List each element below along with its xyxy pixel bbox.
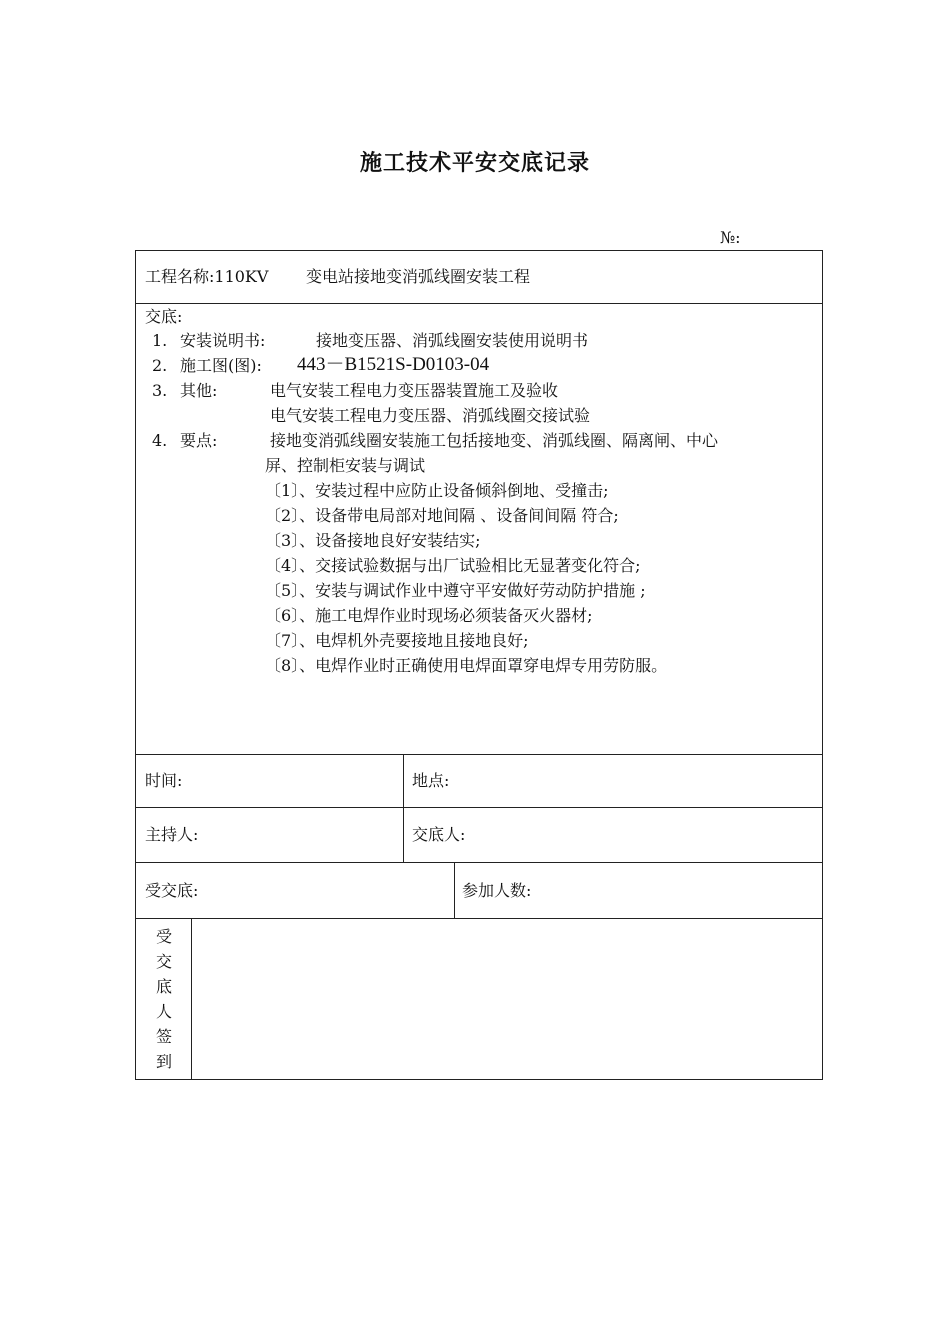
signature-label-char: 底 (155, 977, 172, 996)
safety-point: 〔1〕、安装过程中应防止设备倾斜倒地、受撞击; (265, 481, 609, 500)
disclosure-heading: 交底: (145, 307, 183, 326)
safety-point: 〔4〕、交接试验数据与出厂试验相比无显著变化符合; (265, 556, 641, 575)
safety-point: 〔3〕、设备接地良好安装结实; (265, 531, 481, 550)
item-value: 电气安装工程电力变压器装置施工及验收 (270, 381, 559, 400)
item-number: 4. (152, 431, 168, 450)
item-value-continued: 电气安装工程电力变压器、消弧线圈交接试验 (270, 406, 591, 425)
item-number: 1. (152, 331, 168, 350)
signature-area[interactable] (191, 918, 823, 1080)
item-label: 要点: (180, 431, 218, 450)
location-label: 地点: (412, 771, 450, 790)
item-label: 其他: (180, 381, 218, 400)
item-number: 2. (152, 356, 168, 375)
item-value: 接地变压器、消弧线圈安装使用说明书 (316, 331, 589, 350)
item-number: 3. (152, 381, 168, 400)
signature-label-char: 受 (155, 927, 172, 946)
safety-point: 〔6〕、施工电焊作业时现场必须装备灭火器材; (265, 606, 593, 625)
signature-label-char: 交 (155, 952, 172, 971)
participants-label: 参加人数: (462, 881, 532, 900)
project-name: 变电站接地变消弧线圈安装工程 (306, 267, 531, 286)
document-number-label: №: (720, 228, 741, 247)
discloser-cell[interactable] (403, 807, 823, 863)
receiver-label: 受交底: (145, 881, 199, 900)
disclosure-item (152, 356, 262, 376)
document-title: 施工技术平安交底记录 (359, 151, 590, 176)
signature-label-char: 人 (155, 1002, 172, 1021)
time-label: 时间: (145, 771, 183, 790)
item-value: 接地变消弧线圈安装施工包括接地变、消弧线圈、隔离闸、中心 (270, 431, 719, 450)
signature-label-char: 到 (155, 1052, 172, 1071)
safety-point: 〔7〕、电焊机外壳要接地且接地良好; (265, 631, 529, 650)
safety-point: 〔5〕、安装与调试作业中遵守平安做好劳动防护措施 ; (265, 581, 646, 600)
signature-label-char: 签 (155, 1027, 172, 1046)
disclosure-item (152, 331, 265, 351)
drawing-number: 443－B1521S-D0103-04 (297, 354, 490, 375)
signature-label (136, 924, 192, 1074)
location-cell[interactable] (403, 754, 823, 808)
host-label: 主持人: (145, 825, 199, 844)
disclosure-item (152, 431, 217, 451)
item-value-continued: 屏、控制柜安装与调试 (265, 456, 426, 475)
disclosure-item (152, 381, 217, 401)
safety-point: 〔2〕、设备带电局部对地间隔 、设备间间隔 符合; (265, 506, 619, 525)
item-label: 安装说明书: (180, 331, 266, 350)
discloser-label: 交底人: (412, 825, 466, 844)
item-label: 施工图(图): (180, 356, 262, 375)
safety-point: 〔8〕、电焊作业时正确使用电焊面罩穿电焊专用劳防服。 (265, 656, 668, 675)
project-label: 工程名称:110KV (145, 267, 269, 286)
